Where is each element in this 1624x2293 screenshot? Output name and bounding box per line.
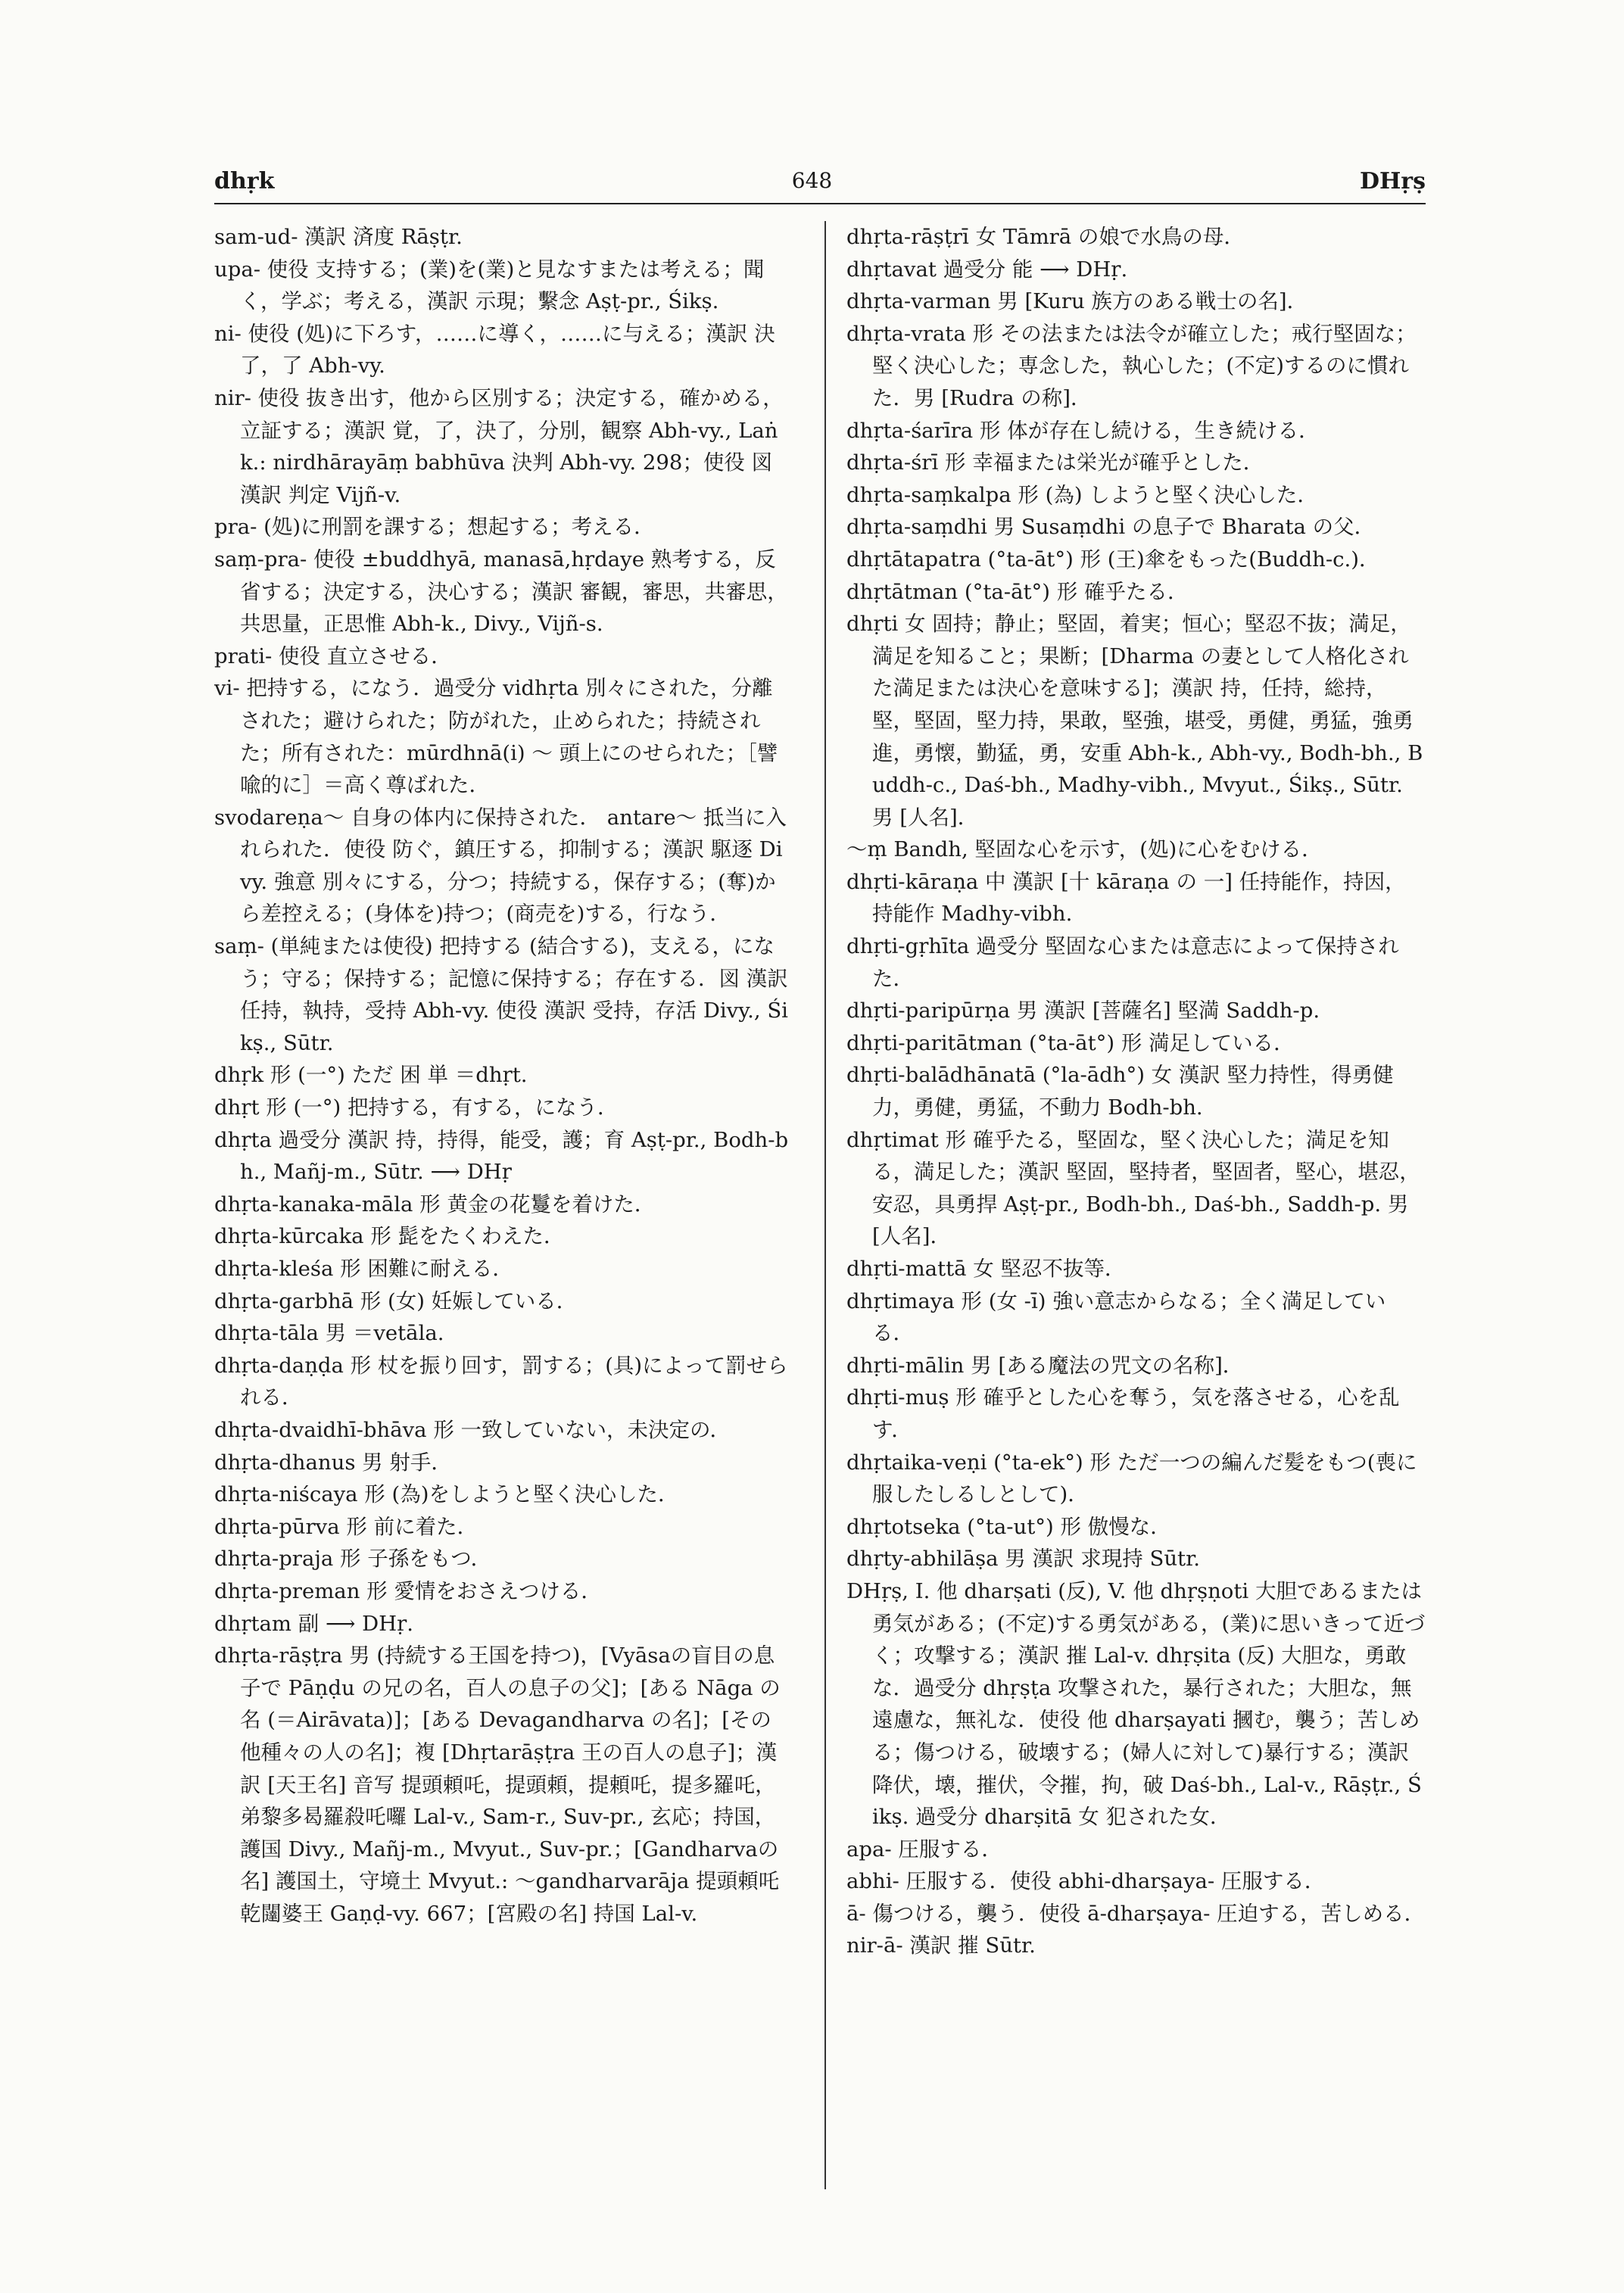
dictionary-entry: dhṛta-praja 形 子孫をもつ． bbox=[214, 1547, 492, 1572]
dictionary-entry: dhṛta-dhanus 男 射手． bbox=[214, 1450, 452, 1475]
dictionary-entry: sam-ud- 漢訳 済度 Rāṣṭr. bbox=[214, 225, 463, 249]
dictionary-entry: pra- (処)に刑罰を課する；想起する；考える． bbox=[214, 515, 655, 540]
dictionary-entry: dhṛti-muṣ 形 確乎とした心を奪う，気を落させる，心を乱す． bbox=[846, 1385, 1400, 1442]
dictionary-entry: svodareṇa～ 自身の体内に保持された． antare～ 抵当に入れられた．使役 防ぐ，鎮圧する，抑制する；漢訳 駆逐 Divy. 強意 別々にする，分つ；持続する，保存する；(奪)から差控える；(身体を)持つ；(商売を)する，行なう． bbox=[214, 805, 787, 927]
dictionary-entry: dhṛty-abhilāṣa 男 漢訳 求現持 Sūtr. bbox=[846, 1547, 1200, 1572]
dictionary-entry: dhṛt 形 (一°) 把持する，有する，になう． bbox=[214, 1095, 619, 1120]
dictionary-entry: dhṛta-varman 男 [Kuru 族方のある戦士の名]． bbox=[846, 289, 1308, 314]
dictionary-entry: dhṛta-śrī 形 幸福または栄光が確乎とした． bbox=[846, 450, 1264, 475]
dictionary-entry: dhṛta-vrata 形 その法または法令が確立した；戒行堅固な；堅く決心した；専念した，執心した；(不定)するのに慣れた．男 [Rudra の称]． bbox=[846, 321, 1417, 410]
dictionary-entry: dhṛtam 副 ⟶ DHṛ. bbox=[214, 1611, 414, 1636]
dictionary-entry: dhṛta-rāṣṭrī 女 Tāmrā の娘で水鳥の母． bbox=[846, 225, 1245, 249]
dictionary-entry: ni- 使役 (処)に下ろす，……に導く，……に与える；漢訳 決了，了 Abh-vy. bbox=[214, 321, 775, 379]
dictionary-entry: dhṛti-balādhānatā (°la-ādh°) 女 漢訳 堅力持性，得勇健力，勇健，勇猛，不動力 Bodh-bh. bbox=[846, 1063, 1394, 1120]
dictionary-entry: dhṛtimat 形 確乎たる，堅固な，堅く決心した；満足を知る，満足した；漢訳 堅固，堅持者，堅固者，堅心，堪忍，安忍，具勇捍 Aṣṭ-pr., Bodh-bh., Daś-bh., Saddh-p. 男 [人名]． bbox=[846, 1127, 1420, 1249]
dictionary-entry: prati- 使役 直立させる． bbox=[214, 643, 452, 668]
dictionary-entry: dhṛta-tāla 男 ＝vetāla. bbox=[214, 1321, 444, 1346]
dictionary-entry: dhṛta-kanaka-māla 形 黄金の花鬘を着けた． bbox=[214, 1192, 656, 1217]
running-head-right: DHṛṣ bbox=[1359, 168, 1426, 195]
dictionary-entry: nir- 使役 抜き出す，他から区別する；決定する，確かめる，立証する；漢訳 覚，了，決了，分別，観察 Abh-vy., Laṅk.: nirdhārayāṃ babhūva 決判 Abh-vy. 298；使役 図 漢訳 判定 Vijñ-v. bbox=[214, 385, 784, 507]
right-column bbox=[846, 221, 1426, 1962]
dictionary-entry: dhṛtavat 過受分 能 ⟶ DHṛ. bbox=[846, 257, 1128, 282]
dictionary-entry: dhṛta-daṇḍa 形 杖を振り回す，罰する；(具)によって罰せられる． bbox=[214, 1353, 788, 1410]
dictionary-entry: dhṛtātman (°ta-āt°) 形 確乎たる． bbox=[846, 579, 1189, 604]
dictionary-entry: dhṛtimaya 形 (女 -ī) 強い意志からなる；全く満足している． bbox=[846, 1288, 1386, 1346]
dictionary-entry: dhṛti-paritātman (°ta-āt°) 形 満足している． bbox=[846, 1030, 1295, 1055]
dictionary-entry: upa- 使役 支持する；(業)を(業)と見なすまたは考える；聞く，学ぶ；考える，漢訳 示現；繫念 Aṣṭ-pr., Śikṣ. bbox=[214, 257, 765, 314]
dictionary-entry: dhṛta-rāṣṭra 男 (持続する王国を持つ)，[Vyāsaの盲目の息子で Pāṇḍu の兄の名，百人の息子の父]；[ある Nāga の名 (＝Airāvata)]；[ある Devagandharva の名]；[その他種々の人の名]；複 [Dhṛtarāṣṭra 王の百人の息子]；漢訳 [天王名] 音写 提頭頼吒，提頭頼，提頼吒，提多羅吒，弟黎多曷羅殺吒囉 Lal-v., Sam-r., Suv-pr., 玄応；持国，護国 Divy., Mañj-m., Mvyut., Suv-pr.；[Gandharvaの名] 護国土，守境土 Mvyut.: ～gandharvarāja 提頭頼吒乾闥婆王 Gaṇḍ-vy. 667；[宮殿の名] 持国 Lal-v. bbox=[214, 1643, 781, 1926]
dictionary-entry: vi- 把持する，になう．過受分 vidhṛta 別々にされた，分離された；避けられた；防がれた，止められた；持続された；所有された：mūrdhnā(i) ～ 頭上にのせられた；［譬喩的に］＝高く尊ばれた． bbox=[214, 676, 778, 798]
column-divider bbox=[824, 221, 826, 2189]
dictionary-entry: dhṛti-gṛhīta 過受分 堅固な心または意志によって保持された． bbox=[846, 934, 1399, 991]
dictionary-entry: dhṛtātapatra (°ta-āt°) 形 (王)傘をもった(Buddh-c.)． bbox=[846, 547, 1380, 572]
dictionary-entry: nir-ā- 漢訳 摧 Sūtr. bbox=[846, 1933, 1036, 1958]
page-number: 648 bbox=[791, 168, 833, 193]
dictionary-entry: dhṛta-niścaya 形 (為)をしようと堅く決心した． bbox=[214, 1482, 679, 1507]
dictionary-entry: dhṛk 形 (一°) ただ 困 単 ＝dhṛt. bbox=[214, 1063, 528, 1088]
left-column bbox=[214, 221, 790, 1930]
dictionary-entry: dhṛti 女 固持；静止；堅固，着実；恒心；堅忍不抜；満足，満足を知ること；果断；[Dharma の妻として人格化された満足または決心を意味する]；漢訳 持，任持，総持，堅，堅固，堅力持，果敢，堅強，堪受，勇健，勇猛，強勇進，勇懐，勤猛，勇，安重 Abh-k., Abh-vy., Bodh-bh., Buddh-c., Daś-bh., Madhy-vibh., Mvyut., Śikṣ., Sūtr. 男 [人名]． bbox=[846, 612, 1423, 830]
dictionary-entry: dhṛta-saṃkalpa 形 (為) しようと堅く決心した． bbox=[846, 482, 1318, 507]
dictionary-entry: dhṛta-pūrva 形 前に着た． bbox=[214, 1514, 478, 1539]
dictionary-entry: saṃ-pra- 使役 ±buddhyā, manasā,hṛdaye 熟考する，反省する；決定する，決心する；漢訳 審観，審思，共審思，共思量，正思惟 Abh-k., Divy., Vijñ-s. bbox=[214, 547, 788, 637]
dictionary-entry: dhṛta-garbhā 形 (女) 妊娠している． bbox=[214, 1288, 578, 1313]
dictionary-entry: dhṛti-mālin 男 [ある魔法の咒文の名称]． bbox=[846, 1353, 1244, 1378]
dictionary-entry: dhṛta-preman 形 愛情をおさえつける． bbox=[214, 1578, 602, 1603]
dictionary-entry: ～ṃ Bandh, 堅固な心を示す，(処)に心をむける． bbox=[846, 837, 1323, 862]
header-rule bbox=[214, 203, 1426, 204]
dictionary-entry: dhṛti-kāraṇa 中 漢訳 [十 kāraṇa の 一] 任持能作，持因，持能作 Madhy-vibh. bbox=[846, 869, 1406, 927]
dictionary-entry: dhṛta-śarīra 形 体が存在し続ける，生き続ける． bbox=[846, 418, 1320, 443]
dictionary-entry: ā- 傷つける，襲う．使役 ā-dharṣaya- 圧迫する，苦しめる． bbox=[846, 1901, 1426, 1926]
dictionary-entry: dhṛtotseka (°ta-ut°) 形 傲慢な． bbox=[846, 1514, 1171, 1539]
running-head-left: dhṛk bbox=[214, 168, 275, 195]
dictionary-entry: dhṛtaika-veṇi (°ta-ek°) 形 ただ一つの編んだ髪をもつ(喪に服したしるしとして)． bbox=[846, 1450, 1417, 1507]
dictionary-entry: dhṛta 過受分 漢訳 持，持得，能受，護；育 Aṣṭ-pr., Bodh-bh., Mañj-m., Sūtr. ⟶ DHṛ bbox=[214, 1127, 789, 1185]
dictionary-entry: dhṛti-paripūrṇa 男 漢訳 [菩薩名] 堅満 Saddh-p. bbox=[846, 999, 1320, 1023]
dictionary-entry: dhṛta-kleśa 形 困難に耐える． bbox=[214, 1257, 513, 1281]
dictionary-entry: dhṛta-saṃdhi 男 Susaṃdhi の息子で Bharata の父． bbox=[846, 515, 1376, 540]
dictionary-entry: DHṛṣ, I. 他 dharṣati (反), V. 他 dhṛṣṇoti 大胆であるまたは勇気がある；(不定)する勇気がある，(業)に思いきって近づく；攻撃する；漢訳 摧 Lal-v. dhṛṣita (反) 大胆な，勇敢な．過受分 dhṛṣṭa 攻撃された，暴行された；大胆な，無遠慮な，無礼な．使役 他 dharṣayati 摑む，襲う；苦しめる；傷つける，破壊する；(婦人に対して)暴行する；漢訳 降伏，壊，摧伏，令摧，拘，破 Daś-bh., Lal-v., Rāṣṭr., Śikṣ. 過受分 dharṣitā 女 犯された女． bbox=[846, 1578, 1426, 1830]
dictionary-entry: dhṛta-kūrcaka 形 髭をたくわえた． bbox=[214, 1224, 565, 1249]
dictionary-entry: saṃ- (単純または使役) 把持する (結合する)，支える，になう；守る；保持する；記憶に保持する；存在する．図 漢訳 任持，執持，受持 Abh-vy. 使役 漢訳 受持，存活 Divy., Śikṣ., Sūtr. bbox=[214, 934, 788, 1055]
dictionary-entry: dhṛti-mattā 女 堅忍不抜等． bbox=[846, 1257, 1126, 1281]
dictionary-entry: abhi- 圧服する．使役 abhi-dharṣaya- 圧服する． bbox=[846, 1869, 1326, 1894]
dictionary-entry: apa- 圧服する． bbox=[846, 1837, 1002, 1862]
dictionary-entry: dhṛta-dvaidhī-bhāva 形 一致していない，未決定の． bbox=[214, 1417, 731, 1442]
